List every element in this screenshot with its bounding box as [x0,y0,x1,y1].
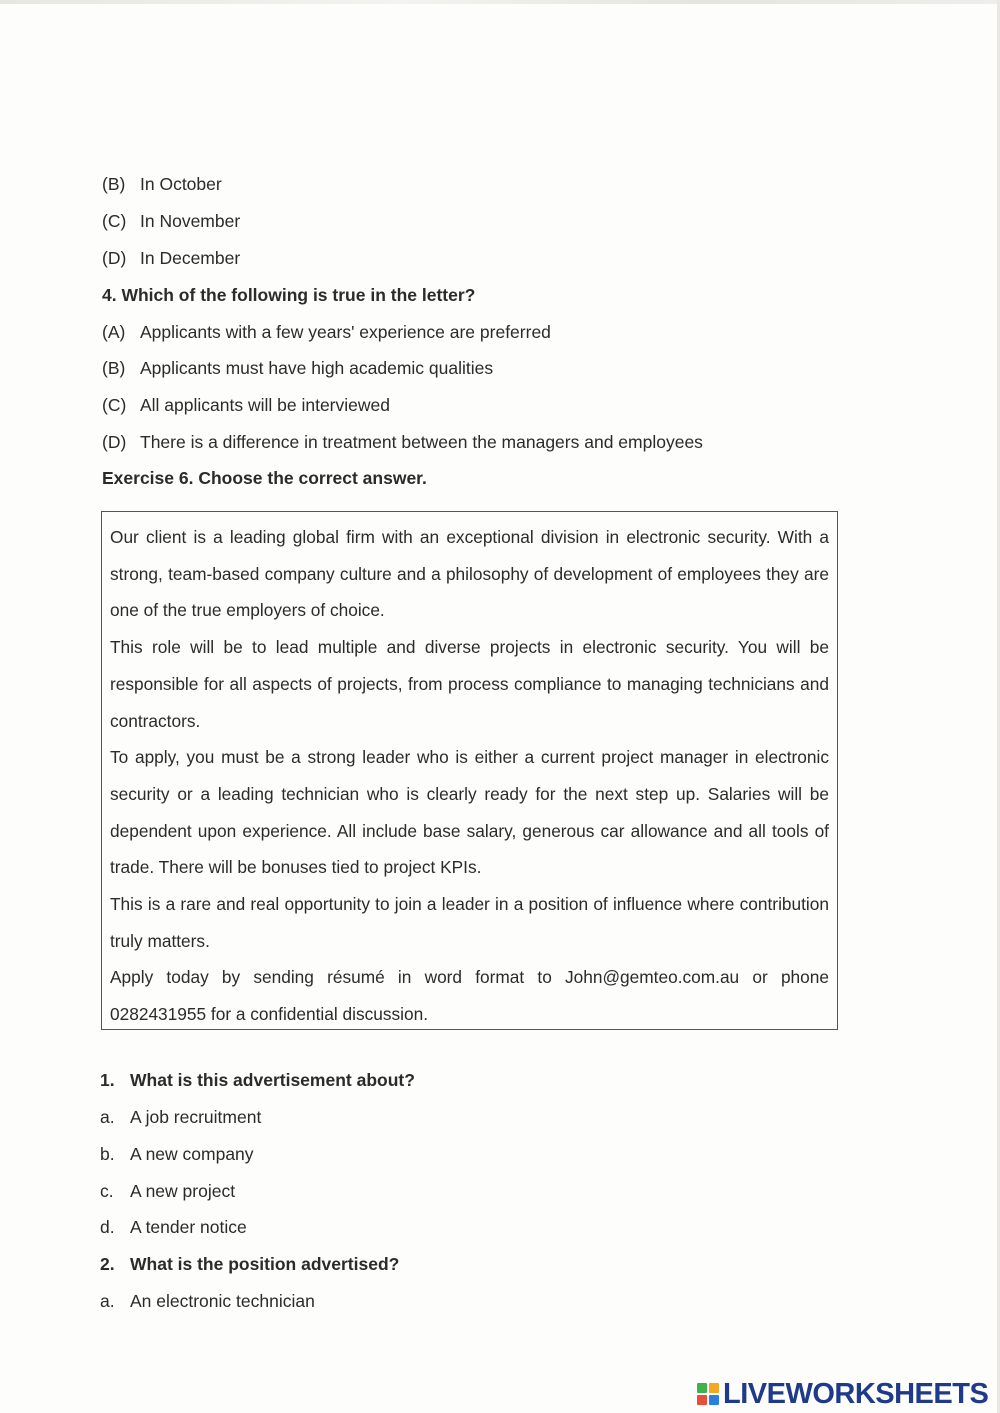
passage-paragraph: Our client is a leading global firm with an exceptional division in electronic security. With a strong, team-based company culture and a philosophy of development of employees they are one of the true employers of choice. [110,527,829,621]
q1-question: 1. What is this advertisement about? [100,1070,415,1090]
q4-option-c: (C) All applicants will be interviewed [102,395,390,415]
passage-paragraph: To apply, you must be a strong leader who is either a current project manager in electronic security or a leading technician who is clearly ready for the next step up. Salaries will be dependent upon experience. All include base salary, generous car allowance and all tools of trade. There will be bonuses tied to project KPIs. [110,747,829,878]
q1-option-b: b. A new company [100,1144,254,1164]
advertisement-passage-box [101,511,838,1030]
q1-option-d: d. A tender notice [100,1217,247,1237]
exercise-heading: Exercise 6. Choose the correct answer. [102,468,427,488]
passage-paragraph: This role will be to lead multiple and diverse projects in electronic security. You will be responsible for all aspects of projects, from process compliance to managing technicians and contractors. [110,637,829,731]
q1-option-c: c. A new project [100,1181,236,1201]
q3-option-b: (B) In October [102,174,222,194]
q3-option-d: (D) In December [102,248,241,268]
q3-option-c: (C) In November [102,211,241,231]
q4-option-a: (A) Applicants with a few years' experience are preferred [102,322,551,342]
scan-edge-top [0,0,1000,4]
liveworksheets-logo-icon [697,1383,719,1405]
q1-option-a: a. A job recruitment [100,1107,262,1127]
liveworksheets-logo[interactable] [697,1378,988,1410]
q4-option-d: (D) There is a difference in treatment between the managers and employees [102,432,703,452]
q4-option-b: (B) Applicants must have high academic qualities [102,358,494,378]
q2-question: 2. What is the position advertised? [100,1254,400,1274]
q2-option-a: a. An electronic technician [100,1291,315,1311]
passage-paragraph: This is a rare and real opportunity to join a leader in a position of influence where contribution truly matters. [110,894,829,951]
q4-question: 4. Which of the following is true in the letter? [102,285,476,305]
passage-paragraph: Apply today by sending résumé in word format to John@gemteo.com.au or phone 0282431955 for a confidential discussion. [110,967,829,1025]
logo-text: LIVEWORKSHEETS [723,1377,989,1410]
